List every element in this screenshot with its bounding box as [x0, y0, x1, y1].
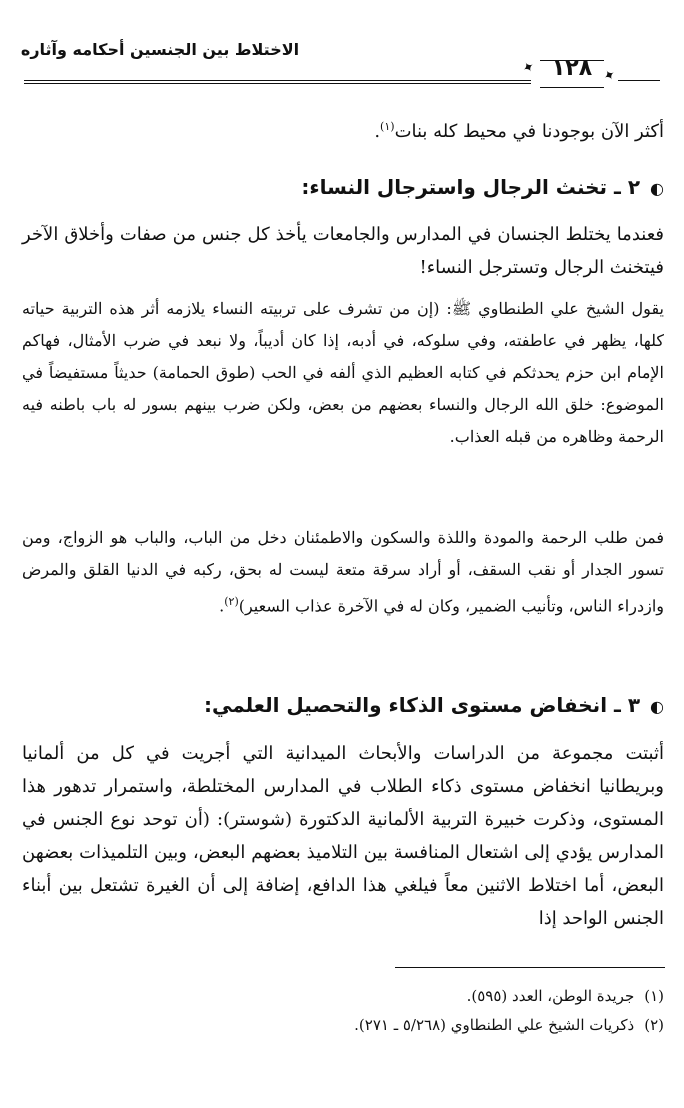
paragraph-4: أثبتت مجموعة من الدراسات والأبحاث الميدانية التي أجريت في كل من ألمانيا وبريطانيا انخفاض مستوى ذكاء الطلاب في المدارس المختلطة، واستمرار تدهور هذا المستوى، وذكرت خبيرة التربية الألمانية الدكتورة (شوستر): (أن توحد نوع الجنس في المدارس يؤدي إلى اشتعال المنافسة بين التلاميذ بعضهم البعض، وبين التلميذات بعضهن البعض، أما اختلاط الاثنين معاً فيلغي هذا الدافع، إضافة إلى أن الغيرة تشتعل بين أبناء الجنس الواحد إذا: [22, 743, 664, 929]
ornament-right-icon: ✦: [600, 66, 619, 86]
footnote-2: (٢)ذكريات الشيخ علي الطنطاوي (٥/٢٦٨ ـ ٢٧١).: [354, 1016, 664, 1034]
footnote-1: (١)جريدة الوطن، العدد (٥٩٥).: [466, 987, 664, 1005]
footnote-ref-2: (٢): [224, 595, 239, 608]
section-bullet-icon: ◐: [650, 697, 664, 716]
running-title: الاختلاط بين الجنسين أحكامه وآثاره: [20, 40, 300, 59]
paragraph-2: يقول الشيخ علي الطنطاوي ﷺ: (إن من تشرف على تربيته النساء يلازمه أثر هذه التربية حياته كلها، يظهر في عاطفته، وفي سلوكه، في أدبه، إذا كان أديباً، ولا نبعد في ضرب الأمثال، فهاكم الإمام ابن حزم يحدثكم في كتابه العظيم الذي ألفه في الحب (طوق الحمامة) حديثاً مستفيضاً في الموضوع: خلق الله الرجال والنساء بعضهم من بعض، ولكن ضرب بينهم بسور له باب باطنه فيه الرحمة وظاهره من قبله العذاب.: [22, 299, 664, 446]
footnote-ref-1: (١): [380, 120, 395, 133]
section-heading-2: ◐٢ ـ تخنث الرجال واسترجال النساء:: [301, 175, 664, 199]
header-rule-right: [618, 80, 660, 81]
footnote-separator: [395, 967, 665, 968]
section-bullet-icon: ◐: [650, 179, 664, 198]
paragraph-continuation: أكثر الآن بوجودنا في محيط كله بنات$^{(١)}$.: [374, 120, 664, 142]
paragraph-1: فعندما يختلط الجنسان في المدارس والجامعات يأخذ كل جنس من صفات وأخلاق الآخر فيتخنث الرجال وتسترجل النساء!: [22, 224, 664, 278]
ornament-left-icon: ✦: [519, 58, 538, 78]
paragraph-3: فمن طلب الرحمة والمودة واللذة والسكون والاطمئنان دخل من الباب، والباب هو الزواج، ومن تسور الجدار أو نقب السقف، أو أراد سرقة متعة ليست له بحق، ركبه في الدنيا القلق والمرض وازدراء الناس، وتأنيب الضمير، وكان له في الآخرة عذاب السعير)$^{(٢)}$.: [22, 528, 664, 616]
section-heading-3: ◐٣ ـ انخفاض مستوى الذكاء والتحصيل العلمي:: [204, 693, 664, 717]
header-rule: [24, 80, 531, 84]
page-number: ١٢٨: [551, 56, 593, 81]
